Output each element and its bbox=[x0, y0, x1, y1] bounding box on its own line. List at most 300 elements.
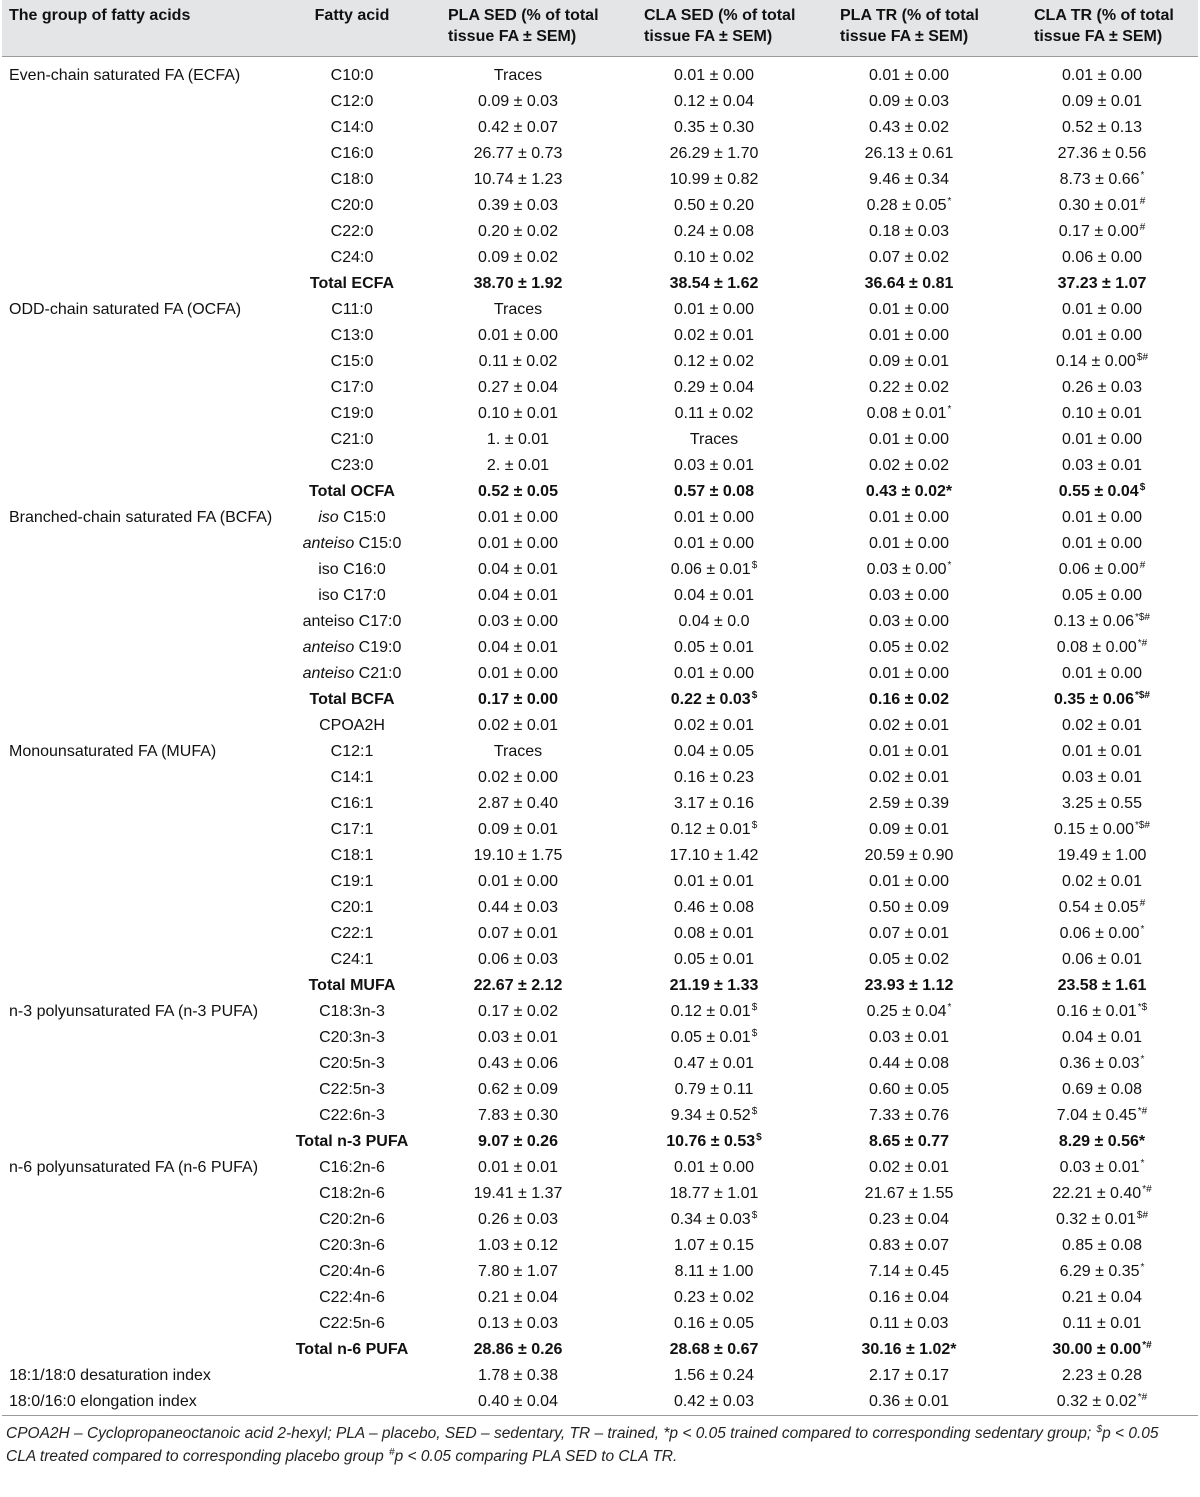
cell-cla-sed bbox=[616, 1181, 812, 1207]
cell-fatty-acid: C16:2n-6 bbox=[319, 1159, 385, 1176]
significance-marker: * bbox=[1140, 1262, 1145, 1273]
cell-cla-tr bbox=[1006, 115, 1198, 141]
cell-value: 0.01 ± 0.00 bbox=[478, 327, 558, 344]
cell-group bbox=[2, 427, 284, 453]
cell-cla-sed bbox=[616, 739, 812, 765]
significance-marker: * bbox=[947, 1002, 952, 1013]
cell-value: 0.01 ± 0.00 bbox=[869, 301, 949, 318]
cell-pla-tr bbox=[812, 375, 1006, 401]
cell-group: n-3 polyunsaturated FA (n-3 PUFA) bbox=[9, 1003, 259, 1020]
cell-pla-tr bbox=[812, 895, 1006, 921]
significance-marker: *$ bbox=[1137, 1002, 1148, 1013]
cell-pla-sed bbox=[420, 349, 616, 375]
cell-fatty-acid: C20:1 bbox=[330, 899, 374, 916]
cell-value: 19.49 ± 1.00 bbox=[1057, 847, 1147, 864]
cell-fatty-acid: C16:0 bbox=[330, 145, 374, 162]
cell-value: 0.01 ± 0.00 bbox=[478, 873, 558, 890]
table-row bbox=[2, 557, 1198, 583]
cell-value: 0.06 ± 0.01 bbox=[1062, 951, 1142, 968]
cell-value: 0.23 ± 0.02 bbox=[674, 1289, 754, 1306]
cell-pla-tr bbox=[812, 193, 1006, 219]
cell-value: 0.03 ± 0.00 bbox=[478, 613, 558, 630]
cell-value: 0.04 ± 0.01 bbox=[674, 587, 754, 604]
cell-fatty-acid: C12:0 bbox=[330, 93, 374, 110]
cell-value: 2.87 ± 0.40 bbox=[478, 795, 558, 812]
cell-fatty-acid: C18:1 bbox=[330, 847, 374, 864]
cell-value: 0.12 ± 0.02 bbox=[674, 353, 754, 370]
cell-cla-tr bbox=[1006, 661, 1198, 687]
cell-pla-tr bbox=[812, 297, 1006, 323]
cell-value: 0.16 ± 0.23 bbox=[674, 769, 754, 786]
cell-value: 0.02 ± 0.01 bbox=[1062, 873, 1142, 890]
cell-fatty-acid: C10:0 bbox=[330, 67, 374, 84]
table-row bbox=[2, 115, 1198, 141]
cell-group bbox=[2, 1077, 284, 1103]
cell-group bbox=[2, 583, 284, 609]
cell-value: 0.05 ± 0.02 bbox=[869, 951, 949, 968]
cell-pla-sed bbox=[420, 57, 616, 90]
cell-cla-tr bbox=[1006, 1077, 1198, 1103]
cell-value: 0.11 ± 0.02 bbox=[478, 353, 558, 370]
cell-cla-sed bbox=[616, 1285, 812, 1311]
cell-value: 0.05 ± 0.02 bbox=[869, 639, 949, 656]
cell-pla-sed bbox=[420, 661, 616, 687]
significance-marker: # bbox=[1139, 196, 1146, 207]
cell-pla-tr bbox=[812, 349, 1006, 375]
cell-value: 0.32 ± 0.01 bbox=[1055, 1211, 1136, 1228]
cell-value: 0.01 ± 0.00 bbox=[869, 327, 949, 344]
cell-value: 0.44 ± 0.03 bbox=[478, 899, 558, 916]
cell-value: 2.17 ± 0.17 bbox=[869, 1367, 949, 1384]
cell-cla-tr bbox=[1006, 687, 1198, 713]
cell-value: 0.10 ± 0.02 bbox=[674, 249, 754, 266]
cell-value: 0.02 ± 0.01 bbox=[869, 769, 949, 786]
cell-fatty-acid: C18:3n-3 bbox=[319, 1003, 385, 1020]
cell-pla-tr bbox=[812, 739, 1006, 765]
table-row bbox=[2, 505, 1198, 531]
cell-value: 0.01 ± 0.00 bbox=[869, 535, 949, 552]
cell-pla-sed bbox=[420, 219, 616, 245]
cell-cla-tr bbox=[1006, 297, 1198, 323]
cell-pla-tr bbox=[812, 531, 1006, 557]
cell-cla-tr bbox=[1006, 167, 1198, 193]
cell-group bbox=[2, 557, 284, 583]
table-total-row bbox=[2, 271, 1198, 297]
cell-fatty-acid: C13:0 bbox=[330, 327, 374, 344]
cell-value: 0.04 ± 0.0 bbox=[678, 613, 750, 630]
cell-value: 9.34 ± 0.52 bbox=[670, 1107, 751, 1124]
table-row bbox=[2, 1155, 1198, 1181]
cell-value: 0.57 ± 0.08 bbox=[674, 483, 754, 500]
significance-marker: * bbox=[1140, 924, 1145, 935]
cell-value: 0.24 ± 0.08 bbox=[674, 223, 754, 240]
cell-group bbox=[2, 1129, 284, 1155]
cell-fatty-acid: C19:0 bbox=[330, 405, 374, 422]
cell-pla-tr bbox=[812, 1077, 1006, 1103]
cell-pla-tr bbox=[812, 999, 1006, 1025]
cell-value: 0.01 ± 0.01 bbox=[869, 743, 949, 760]
cell-value: 0.01 ± 0.00 bbox=[869, 509, 949, 526]
cell-cla-tr bbox=[1006, 1311, 1198, 1337]
cell-cla-tr bbox=[1006, 401, 1198, 427]
cell-value: Traces bbox=[493, 301, 543, 318]
cell-cla-sed bbox=[616, 765, 812, 791]
cell-pla-tr bbox=[812, 1233, 1006, 1259]
cell-value: 0.01 ± 0.00 bbox=[1062, 665, 1142, 682]
cell-pla-sed bbox=[420, 1025, 616, 1051]
cell-pla-sed bbox=[420, 89, 616, 115]
cell-cla-tr bbox=[1006, 453, 1198, 479]
cell-cla-sed bbox=[616, 921, 812, 947]
cell-value: 0.01 ± 0.00 bbox=[1062, 431, 1142, 448]
cell-value: 0.01 ± 0.01 bbox=[478, 1159, 558, 1176]
cell-value: 0.01 ± 0.00 bbox=[478, 509, 558, 526]
cell-pla-sed bbox=[420, 401, 616, 427]
cell-pla-sed bbox=[420, 1129, 616, 1155]
cell-group bbox=[2, 947, 284, 973]
cell-fatty-acid: Total n-6 PUFA bbox=[295, 1341, 409, 1358]
cell-value: 0.32 ± 0.02 bbox=[1056, 1393, 1137, 1410]
cell-value: 0.07 ± 0.02 bbox=[869, 249, 949, 266]
cell-fatty-acid: iso C16:0 bbox=[318, 561, 386, 578]
cell-fatty-acid: Total BCFA bbox=[309, 691, 395, 708]
cell-group bbox=[2, 817, 284, 843]
cell-fatty-acid bbox=[284, 505, 420, 531]
cell-fatty-acid: Total n-3 PUFA bbox=[295, 1133, 409, 1150]
cell-value: 0.11 ± 0.03 bbox=[869, 1315, 949, 1332]
cell-cla-sed bbox=[616, 1259, 812, 1285]
cell-pla-sed bbox=[420, 1181, 616, 1207]
table-row bbox=[2, 1077, 1198, 1103]
cell-pla-sed bbox=[420, 1337, 616, 1363]
table-row bbox=[2, 89, 1198, 115]
cell-cla-sed bbox=[616, 115, 812, 141]
cell-value: 30.00 ± 0.00 bbox=[1052, 1341, 1142, 1358]
cell-pla-tr bbox=[812, 1181, 1006, 1207]
table-row bbox=[2, 609, 1198, 635]
cell-group bbox=[2, 687, 284, 713]
cell-fatty-acid: C22:5n-3 bbox=[319, 1081, 385, 1098]
cell-fatty-acid: CPOA2H bbox=[319, 717, 385, 734]
cell-cla-tr bbox=[1006, 1155, 1198, 1181]
cell-value: 0.09 ± 0.01 bbox=[869, 353, 949, 370]
cell-cla-sed bbox=[616, 1337, 812, 1363]
cell-value: 0.08 ± 0.01 bbox=[674, 925, 754, 942]
cell-cla-sed bbox=[616, 167, 812, 193]
cell-cla-sed bbox=[616, 349, 812, 375]
cell-value: 0.13 ± 0.03 bbox=[478, 1315, 558, 1332]
acid-prefix: anteiso bbox=[302, 639, 355, 656]
cell-pla-sed bbox=[420, 1051, 616, 1077]
cell-pla-tr bbox=[812, 1311, 1006, 1337]
cell-cla-tr bbox=[1006, 583, 1198, 609]
cell-value: 0.01 ± 0.01 bbox=[1062, 743, 1142, 760]
cell-cla-sed bbox=[616, 1025, 812, 1051]
cell-value: 0.16 ± 0.01 bbox=[1056, 1003, 1137, 1020]
cell-pla-tr bbox=[812, 947, 1006, 973]
cell-cla-tr bbox=[1006, 1129, 1198, 1155]
cell-pla-tr bbox=[812, 1207, 1006, 1233]
cell-cla-tr bbox=[1006, 89, 1198, 115]
cell-pla-tr bbox=[812, 1285, 1006, 1311]
cell-cla-tr bbox=[1006, 349, 1198, 375]
cell-pla-sed bbox=[420, 427, 616, 453]
table-row bbox=[2, 1103, 1198, 1129]
significance-marker: $ bbox=[751, 1106, 758, 1117]
cell-value: 0.02 ± 0.01 bbox=[869, 717, 949, 734]
table-row bbox=[2, 713, 1198, 739]
acid-name: C15:0 bbox=[358, 535, 402, 552]
cell-group: Even-chain saturated FA (ECFA) bbox=[9, 67, 241, 84]
cell-value: 8.11 ± 1.00 bbox=[674, 1263, 754, 1280]
cell-group bbox=[2, 1025, 284, 1051]
cell-cla-tr bbox=[1006, 219, 1198, 245]
cell-cla-tr bbox=[1006, 921, 1198, 947]
cell-fatty-acid: C20:2n-6 bbox=[319, 1211, 385, 1228]
cell-pla-sed bbox=[420, 687, 616, 713]
cell-value: 0.28 ± 0.05 bbox=[866, 197, 947, 214]
cell-cla-tr bbox=[1006, 505, 1198, 531]
table-row bbox=[2, 999, 1198, 1025]
cell-value: 0.42 ± 0.03 bbox=[674, 1393, 754, 1410]
cell-group: 18:0/16:0 elongation index bbox=[2, 1389, 284, 1416]
cell-cla-tr bbox=[1006, 479, 1198, 505]
cell-group bbox=[2, 713, 284, 739]
cell-fatty-acid: C11:0 bbox=[331, 301, 373, 318]
cell-group bbox=[2, 1233, 284, 1259]
table-row bbox=[2, 843, 1198, 869]
footnote-text-2: p < 0.05 CLA treated compared to corresponding placebo group bbox=[6, 1425, 1159, 1465]
cell-cla-sed bbox=[616, 895, 812, 921]
cell-value: 0.01 ± 0.00 bbox=[1062, 535, 1142, 552]
cell-pla-sed bbox=[420, 297, 616, 323]
cell-pla-sed bbox=[420, 167, 616, 193]
cell-cla-tr bbox=[1006, 843, 1198, 869]
acid-prefix: anteiso bbox=[302, 535, 355, 552]
cell-cla-sed bbox=[616, 973, 812, 999]
cell-pla-tr bbox=[812, 401, 1006, 427]
cell-value: 0.02 ± 0.01 bbox=[674, 327, 754, 344]
cell-value: 0.55 ± 0.04 bbox=[1058, 483, 1139, 500]
cell-pla-tr bbox=[812, 817, 1006, 843]
cell-pla-tr bbox=[812, 167, 1006, 193]
cell-pla-sed bbox=[420, 765, 616, 791]
cell-value: 0.25 ± 0.04 bbox=[866, 1003, 947, 1020]
significance-marker: $ bbox=[756, 1132, 762, 1143]
header-row bbox=[2, 0, 1198, 57]
significance-marker: * bbox=[947, 196, 952, 207]
cell-pla-tr bbox=[812, 115, 1006, 141]
cell-value: 0.09 ± 0.01 bbox=[869, 821, 949, 838]
cell-value: 0.83 ± 0.07 bbox=[869, 1237, 949, 1254]
cell-cla-tr bbox=[1006, 765, 1198, 791]
cell-value: 2.59 ± 0.39 bbox=[869, 795, 949, 812]
table-row bbox=[2, 297, 1198, 323]
table-row bbox=[2, 1181, 1198, 1207]
cell-value: 0.18 ± 0.03 bbox=[869, 223, 949, 240]
cell-cla-tr bbox=[1006, 609, 1198, 635]
cell-value: 1.78 ± 0.38 bbox=[478, 1367, 558, 1384]
cell-group: ODD-chain saturated FA (OCFA) bbox=[9, 301, 242, 318]
cell-value: 10.99 ± 0.82 bbox=[669, 171, 759, 188]
cell-pla-sed bbox=[420, 1311, 616, 1337]
cell-group bbox=[2, 1181, 284, 1207]
table-row bbox=[2, 375, 1198, 401]
cell-value: 0.22 ± 0.03 bbox=[670, 691, 751, 708]
cell-value: 17.10 ± 1.42 bbox=[669, 847, 759, 864]
cell-group bbox=[2, 219, 284, 245]
table-row bbox=[2, 1233, 1198, 1259]
cell-fatty-acid: Total MUFA bbox=[308, 977, 396, 994]
significance-marker: * bbox=[1140, 1158, 1145, 1169]
cell-group bbox=[2, 895, 284, 921]
cell-value: 22.21 ± 0.40 bbox=[1052, 1185, 1142, 1202]
cell-group bbox=[2, 765, 284, 791]
significance-marker: *$# bbox=[1134, 690, 1150, 701]
table-row bbox=[2, 947, 1198, 973]
cell-value: 21.67 ± 1.55 bbox=[864, 1185, 954, 1202]
cell-pla-sed bbox=[420, 869, 616, 895]
cell-group bbox=[2, 323, 284, 349]
cell-cla-sed bbox=[616, 323, 812, 349]
cell-group bbox=[2, 609, 284, 635]
cell-group bbox=[2, 453, 284, 479]
cell-group bbox=[2, 141, 284, 167]
cell-value: 0.02 ± 0.00 bbox=[478, 769, 558, 786]
cell-fatty-acid: C22:5n-6 bbox=[319, 1315, 385, 1332]
cell-fatty-acid: C15:0 bbox=[330, 353, 374, 370]
cell-cla-tr bbox=[1006, 141, 1198, 167]
cell-value: 0.06 ± 0.00 bbox=[1062, 249, 1142, 266]
cell-value: 0.04 ± 0.01 bbox=[478, 639, 558, 656]
cell-pla-tr bbox=[812, 687, 1006, 713]
table-row bbox=[2, 1389, 1198, 1416]
cell-cla-sed bbox=[616, 609, 812, 635]
cell-value: 0.52 ± 0.05 bbox=[478, 483, 558, 500]
cell-pla-tr bbox=[812, 921, 1006, 947]
table-row bbox=[2, 193, 1198, 219]
table-row bbox=[2, 531, 1198, 557]
cell-value: 0.39 ± 0.03 bbox=[478, 197, 558, 214]
cell-group bbox=[2, 89, 284, 115]
cell-fatty-acid: C22:6n-3 bbox=[319, 1107, 385, 1124]
cell-value: Traces bbox=[493, 67, 543, 84]
cell-cla-tr bbox=[1006, 1051, 1198, 1077]
cell-pla-sed bbox=[420, 921, 616, 947]
cell-cla-sed bbox=[616, 791, 812, 817]
cell-value: 38.54 ± 1.62 bbox=[669, 275, 759, 292]
cell-value: 7.33 ± 0.76 bbox=[869, 1107, 949, 1124]
significance-marker: *# bbox=[1142, 1340, 1152, 1351]
cell-value: 10.74 ± 1.23 bbox=[473, 171, 563, 188]
cell-value: 0.02 ± 0.02 bbox=[869, 457, 949, 474]
cell-value: 0.02 ± 0.01 bbox=[674, 717, 754, 734]
significance-marker: * bbox=[1140, 1054, 1145, 1065]
table-total-row bbox=[2, 973, 1198, 999]
header-fatty-acid: Fatty acid bbox=[284, 0, 420, 57]
cell-fatty-acid bbox=[284, 1363, 420, 1389]
cell-pla-tr bbox=[812, 1155, 1006, 1181]
cell-fatty-acid: anteiso C17:0 bbox=[302, 613, 402, 630]
cell-value: 0.69 ± 0.08 bbox=[1062, 1081, 1142, 1098]
significance-marker: *$# bbox=[1134, 612, 1150, 623]
cell-cla-sed bbox=[616, 947, 812, 973]
cell-cla-sed bbox=[616, 1363, 812, 1389]
cell-group bbox=[2, 193, 284, 219]
cell-value: 0.01 ± 0.00 bbox=[478, 535, 558, 552]
cell-fatty-acid: C14:0 bbox=[330, 119, 374, 136]
cell-cla-sed bbox=[616, 1129, 812, 1155]
cell-group bbox=[2, 635, 284, 661]
table-row bbox=[2, 427, 1198, 453]
cell-pla-sed bbox=[420, 453, 616, 479]
significance-marker: $ bbox=[751, 690, 758, 701]
table-footnote bbox=[6, 1422, 1192, 1468]
cell-pla-tr bbox=[812, 141, 1006, 167]
cell-cla-tr bbox=[1006, 1285, 1198, 1311]
table-row bbox=[2, 1363, 1198, 1389]
table-row bbox=[2, 739, 1198, 765]
cell-cla-sed bbox=[616, 193, 812, 219]
cell-value: 0.06 ± 0.00 bbox=[1059, 925, 1140, 942]
cell-pla-sed bbox=[420, 817, 616, 843]
cell-fatty-acid: C18:0 bbox=[330, 171, 374, 188]
cell-value: 3.17 ± 0.16 bbox=[674, 795, 754, 812]
cell-value: 0.01 ± 0.00 bbox=[1062, 301, 1142, 318]
cell-value: 0.52 ± 0.13 bbox=[1062, 119, 1142, 136]
cell-value: 0.34 ± 0.03 bbox=[670, 1211, 751, 1228]
cell-cla-tr bbox=[1006, 973, 1198, 999]
cell-group bbox=[2, 1337, 284, 1363]
cell-value: 0.01 ± 0.00 bbox=[869, 873, 949, 890]
cell-pla-sed bbox=[420, 1285, 616, 1311]
cell-value: 1.03 ± 0.12 bbox=[478, 1237, 558, 1254]
cell-cla-tr bbox=[1006, 531, 1198, 557]
header-cla-sed: CLA SED (% of total tissue FA ± SEM) bbox=[616, 0, 812, 57]
cell-value: 0.54 ± 0.05 bbox=[1058, 899, 1139, 916]
cell-value: 7.80 ± 1.07 bbox=[478, 1263, 558, 1280]
significance-marker: # bbox=[1139, 560, 1146, 571]
significance-marker: $ bbox=[751, 1210, 758, 1221]
table-row bbox=[2, 635, 1198, 661]
cell-fatty-acid: C20:3n-6 bbox=[319, 1237, 385, 1254]
cell-value: 7.83 ± 0.30 bbox=[478, 1107, 558, 1124]
cell-value: 0.85 ± 0.08 bbox=[1062, 1237, 1142, 1254]
cell-value: 1. ± 0.01 bbox=[486, 431, 550, 448]
cell-value: 0.07 ± 0.01 bbox=[478, 925, 558, 942]
cell-group bbox=[2, 1207, 284, 1233]
cell-cla-sed bbox=[616, 297, 812, 323]
significance-marker: *# bbox=[1137, 1106, 1148, 1117]
cell-cla-sed bbox=[616, 1155, 812, 1181]
significance-marker: $ bbox=[751, 1028, 758, 1039]
cell-fatty-acid: C12:1 bbox=[330, 743, 374, 760]
cell-cla-sed bbox=[616, 479, 812, 505]
cell-group: Branched-chain saturated FA (BCFA) bbox=[9, 509, 273, 526]
significance-marker: $ bbox=[751, 560, 758, 571]
cell-pla-sed bbox=[420, 1233, 616, 1259]
cell-cla-tr bbox=[1006, 1363, 1198, 1389]
cell-cla-tr bbox=[1006, 57, 1198, 90]
cell-pla-sed bbox=[420, 1389, 616, 1416]
cell-value: 0.09 ± 0.03 bbox=[869, 93, 949, 110]
cell-group bbox=[2, 401, 284, 427]
fatty-acid-table bbox=[2, 0, 1198, 1416]
cell-cla-tr bbox=[1006, 1389, 1198, 1416]
cell-value: 0.02 ± 0.01 bbox=[869, 1159, 949, 1176]
cell-pla-tr bbox=[812, 713, 1006, 739]
cell-pla-tr bbox=[812, 843, 1006, 869]
